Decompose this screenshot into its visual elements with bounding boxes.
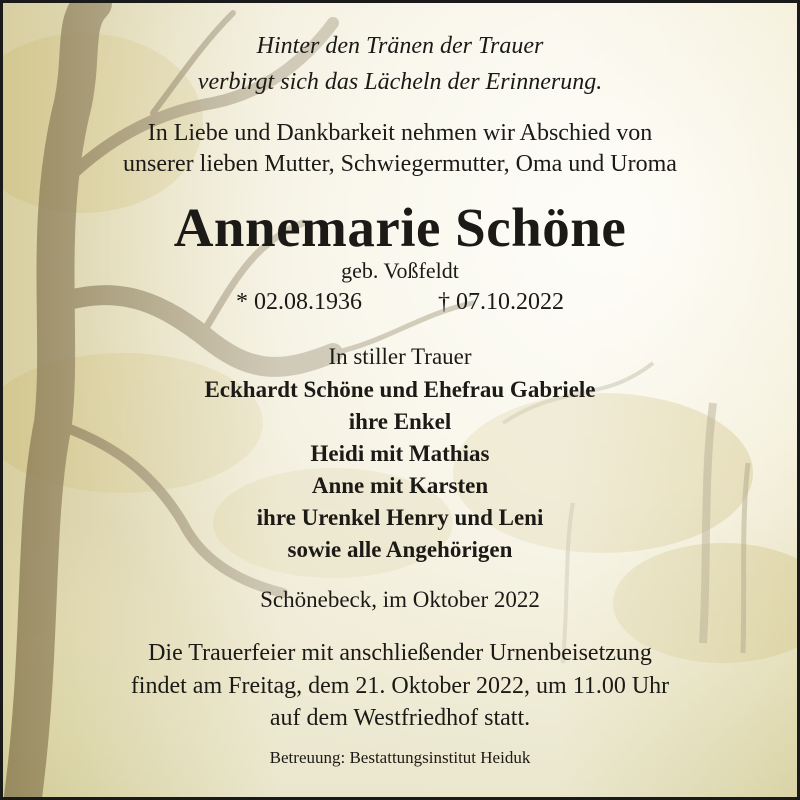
- intro-line-1: In Liebe und Dankbarkeit nehmen wir Abschied von: [147, 120, 653, 146]
- mourner-line: ihre Urenkel Henry und Leni: [256, 505, 544, 530]
- mourner-line: ihre Enkel: [348, 409, 452, 434]
- intro-line-2: unserer lieben Mutter, Schwiegermutter, Oma und Uroma: [123, 151, 677, 177]
- life-dates: [3, 289, 797, 316]
- birth-date: * 02.08.1936: [236, 289, 362, 315]
- motto-line-1: Hinter den Tränen der Trauer: [256, 33, 544, 59]
- place-and-date: Schönebeck, im Oktober 2022: [260, 587, 540, 612]
- mourners-heading: In stiller Trauer: [328, 344, 472, 369]
- mourner-line: sowie alle Angehörigen: [287, 537, 513, 562]
- mourner-line: Heidi mit Mathias: [310, 441, 490, 466]
- funeral-line-3: auf dem Westfriedhof statt.: [269, 705, 531, 731]
- death-date: † 07.10.2022: [438, 289, 564, 315]
- mourner-line: Eckhardt Schöne und Ehefrau Gabriele: [204, 377, 596, 402]
- deceased-name: Annemarie Schöne: [173, 197, 627, 258]
- mourner-line: Anne mit Karsten: [311, 473, 489, 498]
- funeral-line-1: Die Trauerfeier mit anschließender Urnenbeisetzung: [148, 640, 652, 666]
- notice-text: [3, 3, 797, 797]
- undertaker-credit: Betreuung: Bestattungsinstitut Heiduk: [269, 748, 531, 767]
- motto-line-2: verbirgt sich das Lächeln der Erinnerung.: [197, 69, 603, 95]
- birth-name: geb. Voßfeldt: [341, 258, 459, 283]
- funeral-line-2: findet am Freitag, dem 21. Oktober 2022, um 11.00 Uhr: [130, 673, 670, 699]
